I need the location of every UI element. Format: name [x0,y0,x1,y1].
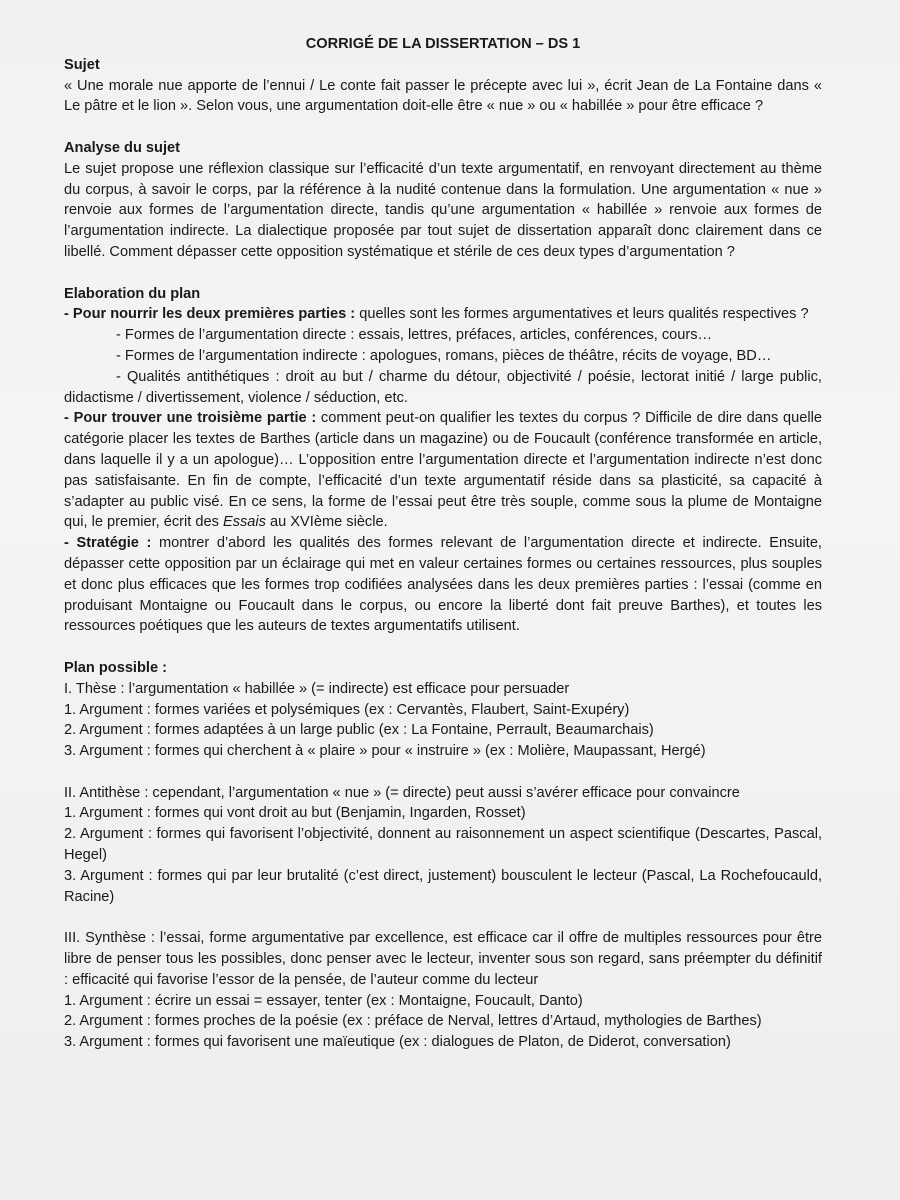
plan-part-1-arg-1: 1. Argument : formes variées et polysémiques (ex : Cervantès, Flaubert, Saint-Exupéry) [64,701,630,718]
plan-part-3-arg-1: 1. Argument : écrire un essai = essayer, tenter (ex : Montaigne, Foucault, Danto) [64,992,583,1009]
page-title: CORRIGÉ DE LA DISSERTATION – DS 1 [305,36,581,52]
plan-part-1-arg-3: 3. Argument : formes qui cherchent à « plaire » pour « instruire » (ex : Molière, Maupassant, Hergé) [64,743,706,760]
plan-part-2-arg-2: 2. Argument : formes qui favorisent l’objectivité, donnent au raisonnement un aspect scientifique (Descartes, Pascal, Hegel) [64,826,822,864]
sujet-heading: Sujet [64,56,100,73]
plan-part-2-arg-1: 1. Argument : formes qui vont droit au but (Benjamin, Ingarden, Rosset) [64,805,526,822]
elaboration-label-1: - Pour nourrir les deux premières parties : [64,306,356,323]
elaboration-item-1: - Formes de l’argumentation directe : essais, lettres, préfaces, articles, conférences, cours… [116,327,713,344]
elaboration-paragraph-3 [64,533,822,637]
elaboration-text-3: montrer d’abord les qualités des formes relevant de l’argumentation directe et indirecte. Ensuite, dépasser cette opposition par un éclairage qui met en valeur certaines formes ou certaines ressources, plus souples et donc plus efficaces que les formes trop codifiées analysées dans les deux premières parties : l’essai (comme en produisant Montaigne ou Foucault dans le corpus, ou encore la liberté dont fait preuve Barthes), et toutes les ressources poétiques que les auteurs de textes argumentatifs utilisent. [64,535,822,635]
plan-part-1-arg-2: 2. Argument : formes adaptées à un large public (ex : La Fontaine, Perrault, Beaumarchais) [64,722,654,739]
plan-part-1-title: I. Thèse : l’argumentation « habillée » (= indirecte) est efficace pour persuader [64,680,570,697]
plan-part-3-title: III. Synthèse : l’essai, forme argumentative par excellence, est efficace car il offre de multiples ressources pour être libre de penser tous les possibles, donc penser avec le lecteur, inventer sous son regard, sans préempter du définitif : efficacité qui favorise l’essor de la pensée, de l’auteur comme du lecteur [64,930,822,988]
elaboration-item-2: - Formes de l’argumentation indirecte : apologues, romans, pièces de théâtre, récits de voyage, BD… [116,347,772,364]
plan-part-3-arg-3: 3. Argument : formes qui favorisent une maïeutique (ex : dialogues de Platon, de Diderot, conversation) [64,1034,731,1051]
sujet-text: « Une morale nue apporte de l’ennui / Le conte fait passer le précepte avec lui », écrit Jean de La Fontaine dans « Le pâtre et le lion ». Selon vous, une argumentation doit-elle être « nue » ou « habillée » pour être efficace ? [64,77,822,115]
plan-part-2-arg-3: 3. Argument : formes qui par leur brutalité (c’est direct, justement) bousculent le lecteur (Pascal, La Rochefoucauld, Racine) [64,867,822,905]
elaboration-label-2: - Pour trouver une troisième partie : [64,410,317,427]
elaboration-label-3: - Stratégie : [64,535,152,552]
elaboration-text-2a: comment peut-on qualifier les textes du corpus ? Difficile de dire dans quelle catégorie placer les textes de Barthes (article dans un magazine) ou de Foucault (conférence transformée en article, dans laquelle il y a un apologue)… L’opposition entre l’argumentation directe et l’argumentation indirecte n’est donc pas satisfaisante. En fin de compte, l’efficacité d’un texte argumentatif réside dans sa plasticité, sa capacité à s’adapter au public visé. En ce sens, la forme de l’essai peut être très souple, comme sous la plume de Montaigne qui, le premier, écrit des [64,410,822,531]
plan-part-2-title: II. Antithèse : cependant, l’argumentation « nue » (= directe) peut aussi s’avérer efficace pour convaincre [64,784,740,801]
elaboration-text-2b: au XVIème siècle. [265,514,388,531]
analyse-heading: Analyse du sujet [64,139,180,156]
plan-heading: Plan possible : [64,659,167,676]
elaboration-item-3: - Qualités antithétiques : droit au but / charme du détour, objectivité / poésie, lectorat initié / large public, didactisme / divertissement, violence / séduction, etc. [64,368,822,406]
elaboration-paragraph-1 [64,304,822,325]
plan-part-3-arg-2: 2. Argument : formes proches de la poésie (ex : préface de Nerval, lettres d’Artaud, mythologies de Barthes) [64,1013,762,1030]
essais-title: Essais [222,514,266,531]
elaboration-heading: Elaboration du plan [64,285,201,302]
elaboration-text-1: quelles sont les formes argumentatives et leurs qualités respectives ? [355,306,809,323]
analyse-text: Le sujet propose une réflexion classique sur l’efficacité d’un texte argumentatif, en renvoyant directement au thème du corpus, à savoir le corps, par la référence à la nudité contenue dans la formulation. Une argumentation « nue » renvoie aux formes de l’argumentation directe, tandis qu’une argumentation « habillée » renvoie aux formes de l’argumentation indirecte. La dialectique proposée par tout sujet de dissertation apparaît donc clairement dans ce libellé. Comment dépasser cette opposition systématique et stérile de ces deux types d’argumentation ? [64,160,822,260]
elaboration-paragraph-2 [64,408,822,533]
